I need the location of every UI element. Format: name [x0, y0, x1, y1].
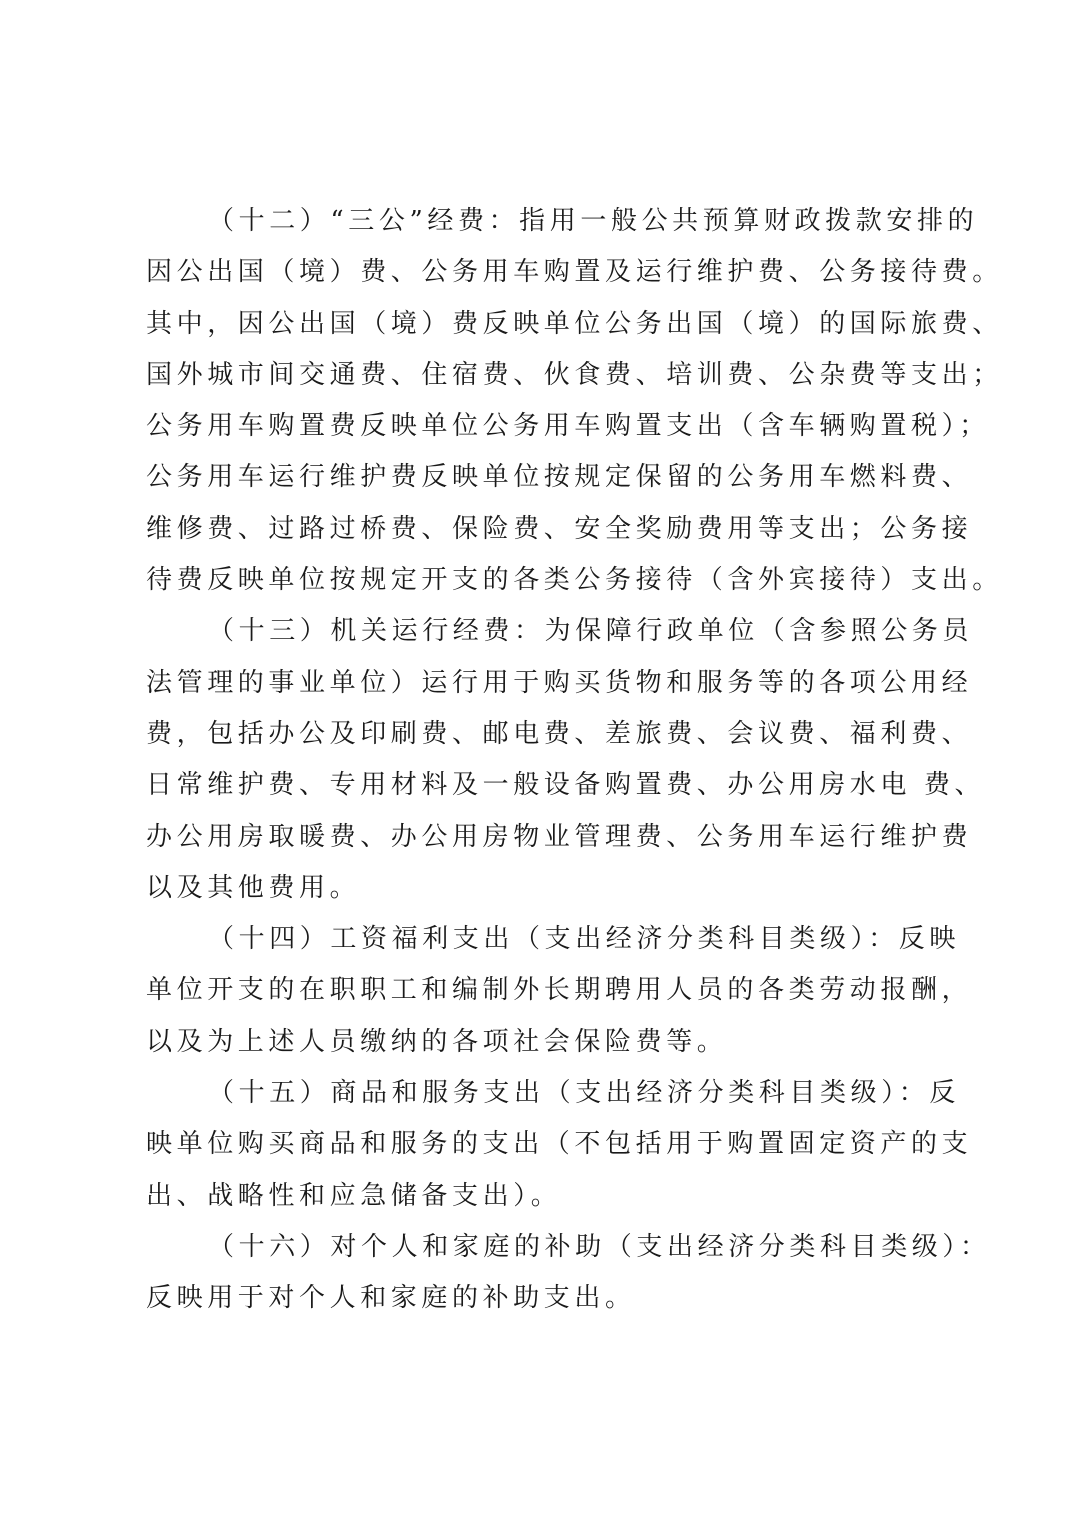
paragraph-12-line-8: 待费反映单位按规定开支的各类公务接待（含外宾接待）支出。	[146, 565, 1003, 596]
paragraph-12-line-3: 其中，因公出国（境）费反映单位公务出国（境）的国际旅费、	[146, 308, 1003, 339]
paragraph-13-line-1: （十三）机关运行经费：为保障行政单位（含参照公务员	[208, 616, 974, 647]
paragraph-12-line-2: 因公出国（境）费、公务用车购置及运行维护费、公务接待费。	[146, 257, 1003, 288]
paragraph-13-line-2: 法管理的事业单位）运行用于购买货物和服务等的各项公用经	[146, 667, 973, 698]
paragraph-13-line-4: 日常维护费、专用材料及一般设备购置费、办公用房水电 费、	[146, 770, 986, 801]
paragraph-13-line-5: 办公用房取暖费、办公用房物业管理费、公务用车运行维护费	[146, 821, 973, 852]
paragraph-15-line-1: （十五）商品和服务支出（支出经济分类科目类级）：反	[208, 1078, 961, 1109]
paragraph-16-line-2: 反映用于对个人和家庭的补助支出。	[146, 1283, 636, 1314]
body-text	[146, 196, 1003, 1325]
paragraph-15-line-3: 出、战略性和应急储备支出）。	[146, 1180, 562, 1211]
paragraph-12-line-6: 公务用车运行维护费反映单位按规定保留的公务用车燃料费、	[146, 462, 973, 493]
paragraph-14-line-1: （十四）工资福利支出（支出经济分类科目类级）：反映	[208, 924, 961, 955]
paragraph-12-line-5: 公务用车购置费反映单位公务用车购置支出（含车辆购置税）；	[146, 411, 990, 442]
paragraph-16-line-1: （十六）对个人和家庭的补助（支出经济分类科目类级）：	[208, 1231, 991, 1262]
paragraph-14-line-2: 单位开支的在职职工和编制外长期聘用人员的各类劳动报酬，	[146, 975, 973, 1006]
paragraph-13-line-6: 以及其他费用。	[146, 872, 361, 903]
paragraph-12-line-4: 国外城市间交通费、住宿费、伙食费、培训费、公杂费等支出；	[146, 359, 1003, 390]
paragraph-12-line-1: （十二）“三公”经费：指用一般公共预算财政拨款安排的	[208, 206, 979, 236]
paragraph-13-line-3: 费，包括办公及印刷费、邮电费、差旅费、会议费、福利费、	[146, 718, 973, 749]
paragraph-12-line-7: 维修费、过路过桥费、保险费、安全奖励费用等支出；公务接	[146, 513, 973, 544]
paragraph-15-line-2: 映单位购买商品和服务的支出（不包括用于购置固定资产的支	[146, 1129, 973, 1160]
paragraph-14-line-3: 以及为上述人员缴纳的各项社会保险费等。	[146, 1026, 728, 1057]
